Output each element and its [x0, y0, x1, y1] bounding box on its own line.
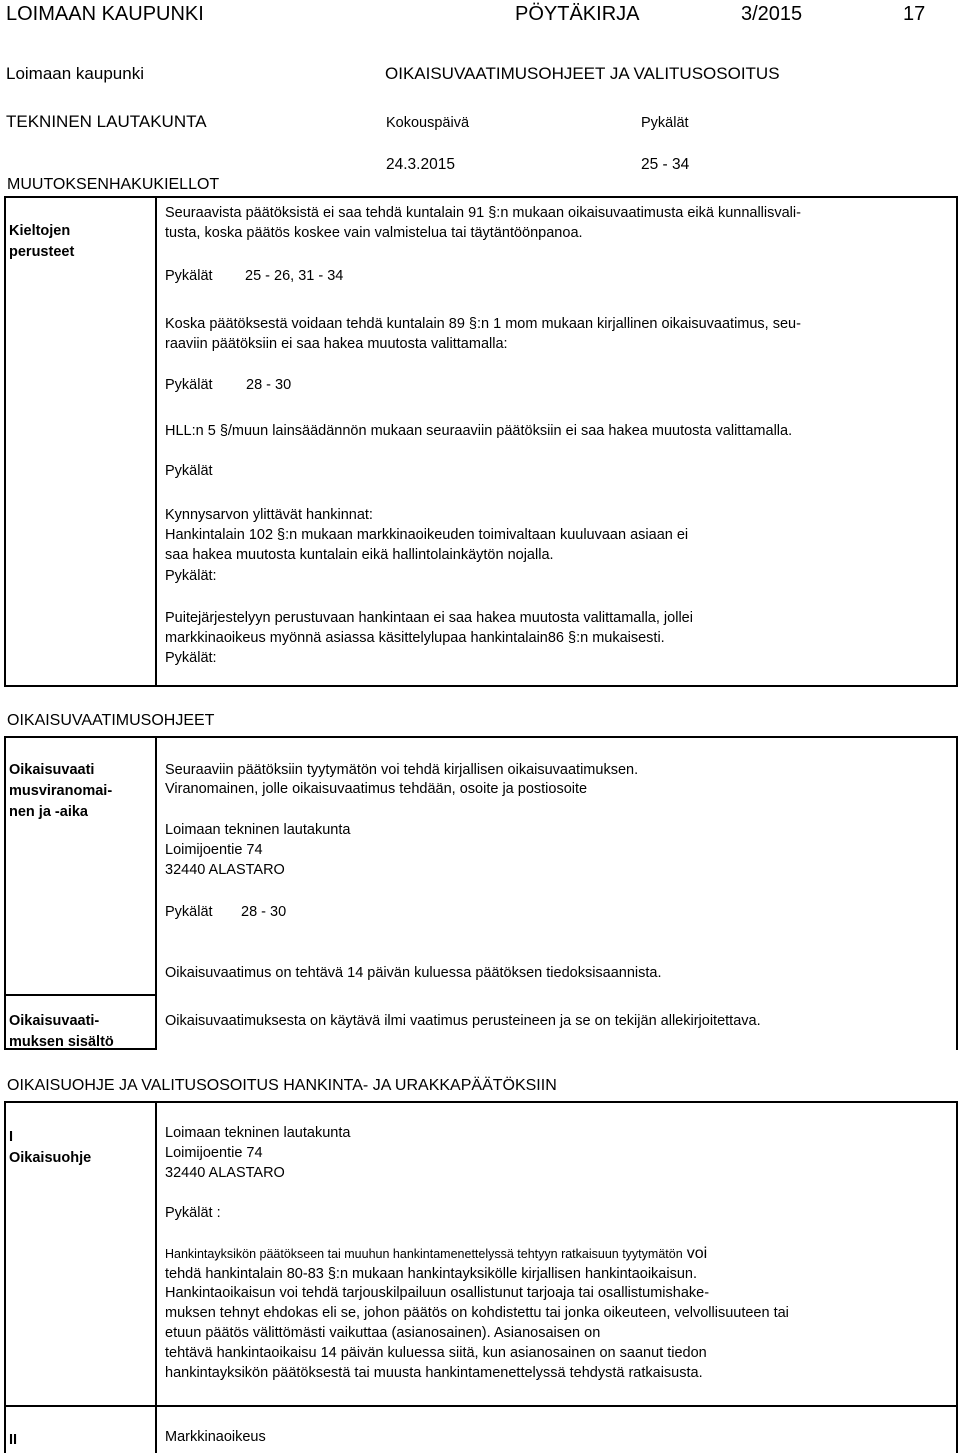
procurement-line1-main: Hankintayksikön päätökseen tai muuhun hankintamenettelyssä tehtyyn ratkaisuun tyytymätön: [165, 1247, 683, 1261]
procurement-address-line3: 32440 ALASTARO: [165, 1165, 285, 1181]
claim-authority-label-line1: Oikaisuvaati: [9, 762, 95, 778]
claim-content: Oikaisuvaatimuksesta on käytävä ilmi vaatimus perusteineen ja se on tekijän allekirjoitettava.: [165, 1013, 761, 1029]
procurement-heading: OIKAISUOHJE JA VALITUSOSOITUS HANKINTA- JA URAKKAPÄÄTÖKSIIN: [7, 1077, 557, 1094]
procurement-label-2: II: [9, 1432, 18, 1448]
appeal-ban-p4-line2: Hankintalain 102 §:n mukaan markkinaoikeuden toimivaltaan kuuluvaan asiaan ei: [165, 527, 689, 543]
header-sections-range: 25 - 34: [641, 156, 690, 173]
appeal-ban-p2-line1: Koska päätöksestä voidaan tehdä kuntalain 89 §:n 1 mom mukaan kirjallinen oikaisuvaatimus, seu-: [165, 316, 801, 332]
appeal-ban-p4-sections-label: Pykälät:: [165, 568, 217, 584]
header-city: LOIMAAN KAUPUNKI: [6, 3, 204, 25]
procurement-address-line2: Loimijoentie 74: [165, 1145, 263, 1161]
appeal-ban-p3: HLL:n 5 §/muun lainsäädännön mukaan seuraaviin päätöksiin ei saa hakea muutosta valittamalla.: [165, 423, 793, 439]
header-meeting-date: 24.3.2015: [386, 156, 455, 173]
claim-sections: 28 - 30: [241, 904, 287, 920]
appeal-ban-p1-sections-label: Pykälät: [165, 268, 213, 284]
procurement-label-1-title: Oikaisuohje: [9, 1150, 92, 1166]
appeal-ban-p1-line2: tusta, koska päätös koskee vain valmistelua tai täytäntöönpanoa.: [165, 225, 583, 241]
claim-address-line3: 32440 ALASTARO: [165, 862, 285, 878]
header-org: Loimaan kaupunki: [6, 64, 144, 83]
appeal-ban-p2-sections: 28 - 30: [246, 377, 292, 393]
appeal-ban-p5-line1: Puitejärjestelyyn perustuvaan hankintaan ei saa hakea muutosta valittamalla, jollei: [165, 610, 693, 626]
procurement-address-line1: Loimaan tekninen lautakunta: [165, 1125, 351, 1141]
procurement-label-1-roman: I: [9, 1129, 14, 1145]
appeal-ban-p1-sections: 25 - 26, 31 - 34: [245, 268, 344, 284]
header-doc-number: 3/2015: [741, 3, 803, 25]
appeal-ban-label-line1: Kieltojen: [9, 223, 71, 239]
appeal-ban-p4-line3: saa hakea muutosta kuntalain eikä hallintolainkäytön nojalla.: [165, 547, 554, 563]
claim-content-label: [9, 1011, 114, 1053]
procurement-line3: Hankintaoikaisun voi tehdä tarjouskilpailuun osallistunut tarjoaja tai osallistumishake-: [165, 1285, 710, 1301]
appeal-ban-label: [9, 221, 74, 263]
claim-authority-label-line2: musviranomai-: [9, 783, 113, 799]
header-meeting-label: Kokouspäivä: [386, 115, 470, 131]
procurement-line1-end: voi: [686, 1245, 708, 1262]
header-doc-title: OIKAISUVAATIMUSOHJEET JA VALITUSOSOITUS: [385, 64, 780, 83]
header-doc-type: PÖYTÄKIRJA: [515, 3, 640, 25]
procurement-line5: etuun päätös välittömästi vaikuttaa (asianosainen). Asianosaisen on: [165, 1325, 601, 1341]
procurement-line1: [165, 1244, 707, 1264]
procurement-sections-label: Pykälät :: [165, 1205, 221, 1221]
appeal-ban-label-line2: perusteet: [9, 244, 75, 260]
appeal-ban-heading: MUUTOKSENHAKUKIELLOT: [7, 176, 220, 193]
appeal-ban-p3-sections-label: Pykälät: [165, 463, 213, 479]
claim-sections-label: Pykälät: [165, 904, 213, 920]
header-page-number: 17: [903, 3, 926, 25]
header-sections-label: Pykälät: [641, 115, 689, 131]
claim-authority-label-line3: nen ja -aika: [9, 804, 88, 820]
appeal-ban-p1-line1: Seuraavista päätöksistä ei saa tehdä kuntalain 91 §:n mukaan oikaisuvaatimusta eikä kunnallisvali-: [165, 205, 801, 221]
appeal-ban-p5-line2: markkinaoikeus myönnä asiassa käsittelylupaa hankintalain86 §:n mukaisesti.: [165, 630, 665, 646]
claim-content-label-line1: Oikaisuvaati-: [9, 1013, 100, 1029]
procurement-line7: hankintayksikön päätöksestä tai muusta hankintamenettelyssä tehdystä ratkaisusta.: [165, 1365, 703, 1381]
procurement-line4: muksen tehnyt ehdokas eli se, johon päätös on kohdistettu tai jonka oikeuteen, velvollisuuteen tai: [165, 1305, 789, 1321]
claim-address-line2: Loimijoentie 74: [165, 842, 263, 858]
appeal-ban-p2-sections-label: Pykälät: [165, 377, 213, 393]
claim-address-line1: Loimaan tekninen lautakunta: [165, 822, 351, 838]
procurement-court: Markkinaoikeus: [165, 1429, 266, 1445]
appeal-ban-p2-line2: raaviin päätöksiin ei saa hakea muutosta valittamalla:: [165, 336, 508, 352]
appeal-ban-p4-line1: Kynnysarvon ylittävät hankinnat:: [165, 507, 373, 523]
procurement-line6: tehtävä hankintaoikaisu 14 päivän kuluessa siitä, kun asianosainen on saanut tiedon: [165, 1345, 707, 1361]
claim-content-label-line2: muksen sisältö: [9, 1034, 114, 1050]
claim-line1: Seuraaviin päätöksiin tyytymätön voi tehdä kirjallisen oikaisuvaatimuksen.: [165, 762, 639, 778]
claim-heading: OIKAISUVAATIMUSOHJEET: [7, 712, 215, 729]
claim-line2: Viranomainen, jolle oikaisuvaatimus tehdään, osoite ja postiosoite: [165, 781, 588, 797]
procurement-line2: tehdä hankintalain 80-83 §:n mukaan hankintayksikölle kirjallisen hankintaoikaisun.: [165, 1266, 697, 1282]
procurement-label-1: [9, 1127, 91, 1169]
claim-authority-label: [9, 760, 112, 823]
claim-deadline: Oikaisuvaatimus on tehtävä 14 päivän kuluessa päätöksen tiedoksisaannista.: [165, 965, 662, 981]
appeal-ban-p5-sections-label: Pykälät:: [165, 650, 217, 666]
header-body: TEKNINEN LAUTAKUNTA: [6, 112, 207, 131]
